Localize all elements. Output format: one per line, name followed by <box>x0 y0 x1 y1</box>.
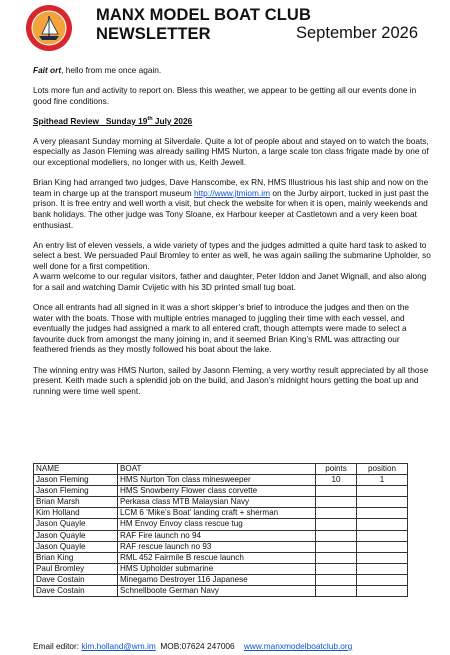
greeting <box>33 65 431 76</box>
cell-points <box>316 519 357 530</box>
footer-label: Email editor: <box>33 641 82 651</box>
cell-name: Brian King <box>34 552 118 563</box>
cell-position <box>357 541 408 552</box>
table-row <box>34 497 408 508</box>
cell-points <box>316 552 357 563</box>
paragraph-2-start: Brian King had arranged two judges, Dave Hanscombe, ex RN, HMS Illustrious his last ship and now on the team in charge up at the transport museum <box>33 177 429 198</box>
paragraph-2 <box>33 177 431 230</box>
entries-table <box>33 463 408 597</box>
cell-position <box>357 486 408 497</box>
table-row <box>34 541 408 552</box>
cell-name: Dave Costain <box>34 574 118 585</box>
cell-boat: LCM 6 ‘Mike’s Boat’ landing craft + sherman <box>118 508 316 519</box>
cell-points <box>316 563 357 574</box>
table-row <box>34 563 408 574</box>
cell-position <box>357 508 408 519</box>
cell-points <box>316 541 357 552</box>
table-row <box>34 475 408 486</box>
issue-date: September 2026 <box>296 24 419 42</box>
table-header-row <box>34 464 408 475</box>
article-body <box>33 65 431 406</box>
paragraph-5: Once all entrants had all signed in it was a short skipper’s brief to introduce the judges and then on the water with the boats. Those with multiple entries managed to juggling their time with each vessel, and eventually the judges had assigned a mark to all entered craft, though attempts were made to select a favourite duck from amongst the many joining in, and it seemed Brian King’s RML was attracting our feathered friends as they mostly followed his boat about the lake. <box>33 302 410 355</box>
cell-points <box>316 508 357 519</box>
cell-name: Jason Fleming <box>34 486 118 497</box>
cell-name: Kim Holland <box>34 508 118 519</box>
table-row <box>34 586 408 597</box>
table-row <box>34 552 408 563</box>
cell-boat: Schnellboote German Navy <box>118 586 316 597</box>
section-date-sup: th <box>147 116 153 123</box>
newsletter-title <box>96 6 311 44</box>
paragraph-6: The winning entry was HMS Nurton, sailed by Jasonn Fleming, a very worthy result appreciated by all those present. Keith made such a splendid job on the build, and Jason’s midnight hours getting the boat up and running were time well spent. <box>33 364 429 396</box>
footer-mobile: MOB:07624 247006 <box>155 641 244 651</box>
cell-position <box>357 497 408 508</box>
club-badge-logo-icon <box>25 4 73 52</box>
cell-boat: HMS Nurton Ton class minesweeper <box>118 475 316 486</box>
cell-boat: RML 452 Fairmile B rescue launch <box>118 552 316 563</box>
paragraph-1: A very pleasant Sunday morning at Silverdale. Quite a lot of people about and stayed on to watch the boats, especially as Jason Fleming was already sailing HMS Nurton, a large scale ton class frigate made by one of our exceptional modellers, no longer with us, Keith Jewell. <box>33 135 429 168</box>
newsletter-label: NEWSLETTER <box>96 25 211 43</box>
cell-position <box>357 563 408 574</box>
paragraph-4: A warm welcome to our regular visitors, father and daughter, Peter Iddon and Janet Wignall, and also along for a sail and watching Damir Cvijetic with his 3D printed small tug boat. <box>33 271 427 292</box>
cell-points <box>316 586 357 597</box>
section-date-prefix: Sunday 19 <box>105 115 148 126</box>
cell-boat: HMS Upholder submarine <box>118 563 316 574</box>
cell-boat: Perkasa class MTB Malaysian Navy <box>118 497 316 508</box>
cell-position <box>357 552 408 563</box>
entries-table-body <box>34 464 408 597</box>
cell-points <box>316 530 357 541</box>
section-heading <box>33 116 431 127</box>
editor-email-link[interactable]: kim.holland@wm.im <box>81 641 156 651</box>
table-row <box>34 530 408 541</box>
cell-name: Jason Quayle <box>34 530 118 541</box>
cell-name: Paul Bromley <box>34 563 118 574</box>
museum-link[interactable]: http://www.jtmiom.im <box>193 187 271 198</box>
cell-points: 10 <box>316 475 357 486</box>
cell-points <box>316 486 357 497</box>
paragraph-2-end: on the Jurby airport, tucked in just past the prison. It is free entry and well worth a visit, but check the website for when it is open, mainly weekends and bank holidays. The other judge was Tony Sloane, ex Harbour keeper at Castletown and a very keen boat enthusiast. <box>33 187 429 230</box>
cell-name: Dave Costain <box>34 586 118 597</box>
greeting-rest: , hello from me once again. <box>61 65 162 75</box>
paragraph-3: An entry list of eleven vessels, a wide variety of types and the judges admitted a quite hard task to asked to select a best. We persuaded Paul Bromley to enter as well, he was again sailing the submarine Upholder, so well done for a first competition. <box>33 239 431 271</box>
header-name: NAME <box>34 464 118 475</box>
cell-name: Brian Marsh <box>34 497 118 508</box>
club-logo <box>25 4 73 52</box>
cell-name: Jason Quayle <box>34 519 118 530</box>
cell-position <box>357 519 408 530</box>
header-boat: BOAT <box>118 464 316 475</box>
table-row <box>34 519 408 530</box>
header-position: position <box>357 464 408 475</box>
club-name: MANX MODEL BOAT CLUB <box>96 6 311 24</box>
cell-boat: Minegamo Destroyer 116 Japanese <box>118 574 316 585</box>
cell-boat: RAF rescue launch no 93 <box>118 541 316 552</box>
header-points: points <box>316 464 357 475</box>
intro-paragraph: Lots more fun and activity to report on. Bless this weather, we appear to be getting all our events done in good fine conditions. <box>33 85 417 106</box>
section-title: Spithead Review <box>33 115 99 126</box>
table-row <box>34 574 408 585</box>
footer <box>33 641 352 651</box>
cell-points <box>316 497 357 508</box>
cell-points <box>316 574 357 585</box>
greeting-bold: Fait ort <box>33 65 62 75</box>
cell-position <box>357 586 408 597</box>
cell-name: Jason Quayle <box>34 541 118 552</box>
table-row <box>34 486 408 497</box>
table-row <box>34 508 408 519</box>
cell-position <box>357 530 408 541</box>
cell-name: Jason Fleming <box>34 475 118 486</box>
cell-position <box>357 574 408 585</box>
section-date-suffix: July 2026 <box>152 115 193 126</box>
cell-boat: RAF Fire launch no 94 <box>118 530 316 541</box>
cell-position: 1 <box>357 475 408 486</box>
cell-boat: HM Envoy Envoy class rescue tug <box>118 519 316 530</box>
cell-boat: HMS Snowberry Flower class corvette <box>118 486 316 497</box>
club-website-link[interactable]: www.manxmodelboatclub.org <box>243 641 353 651</box>
